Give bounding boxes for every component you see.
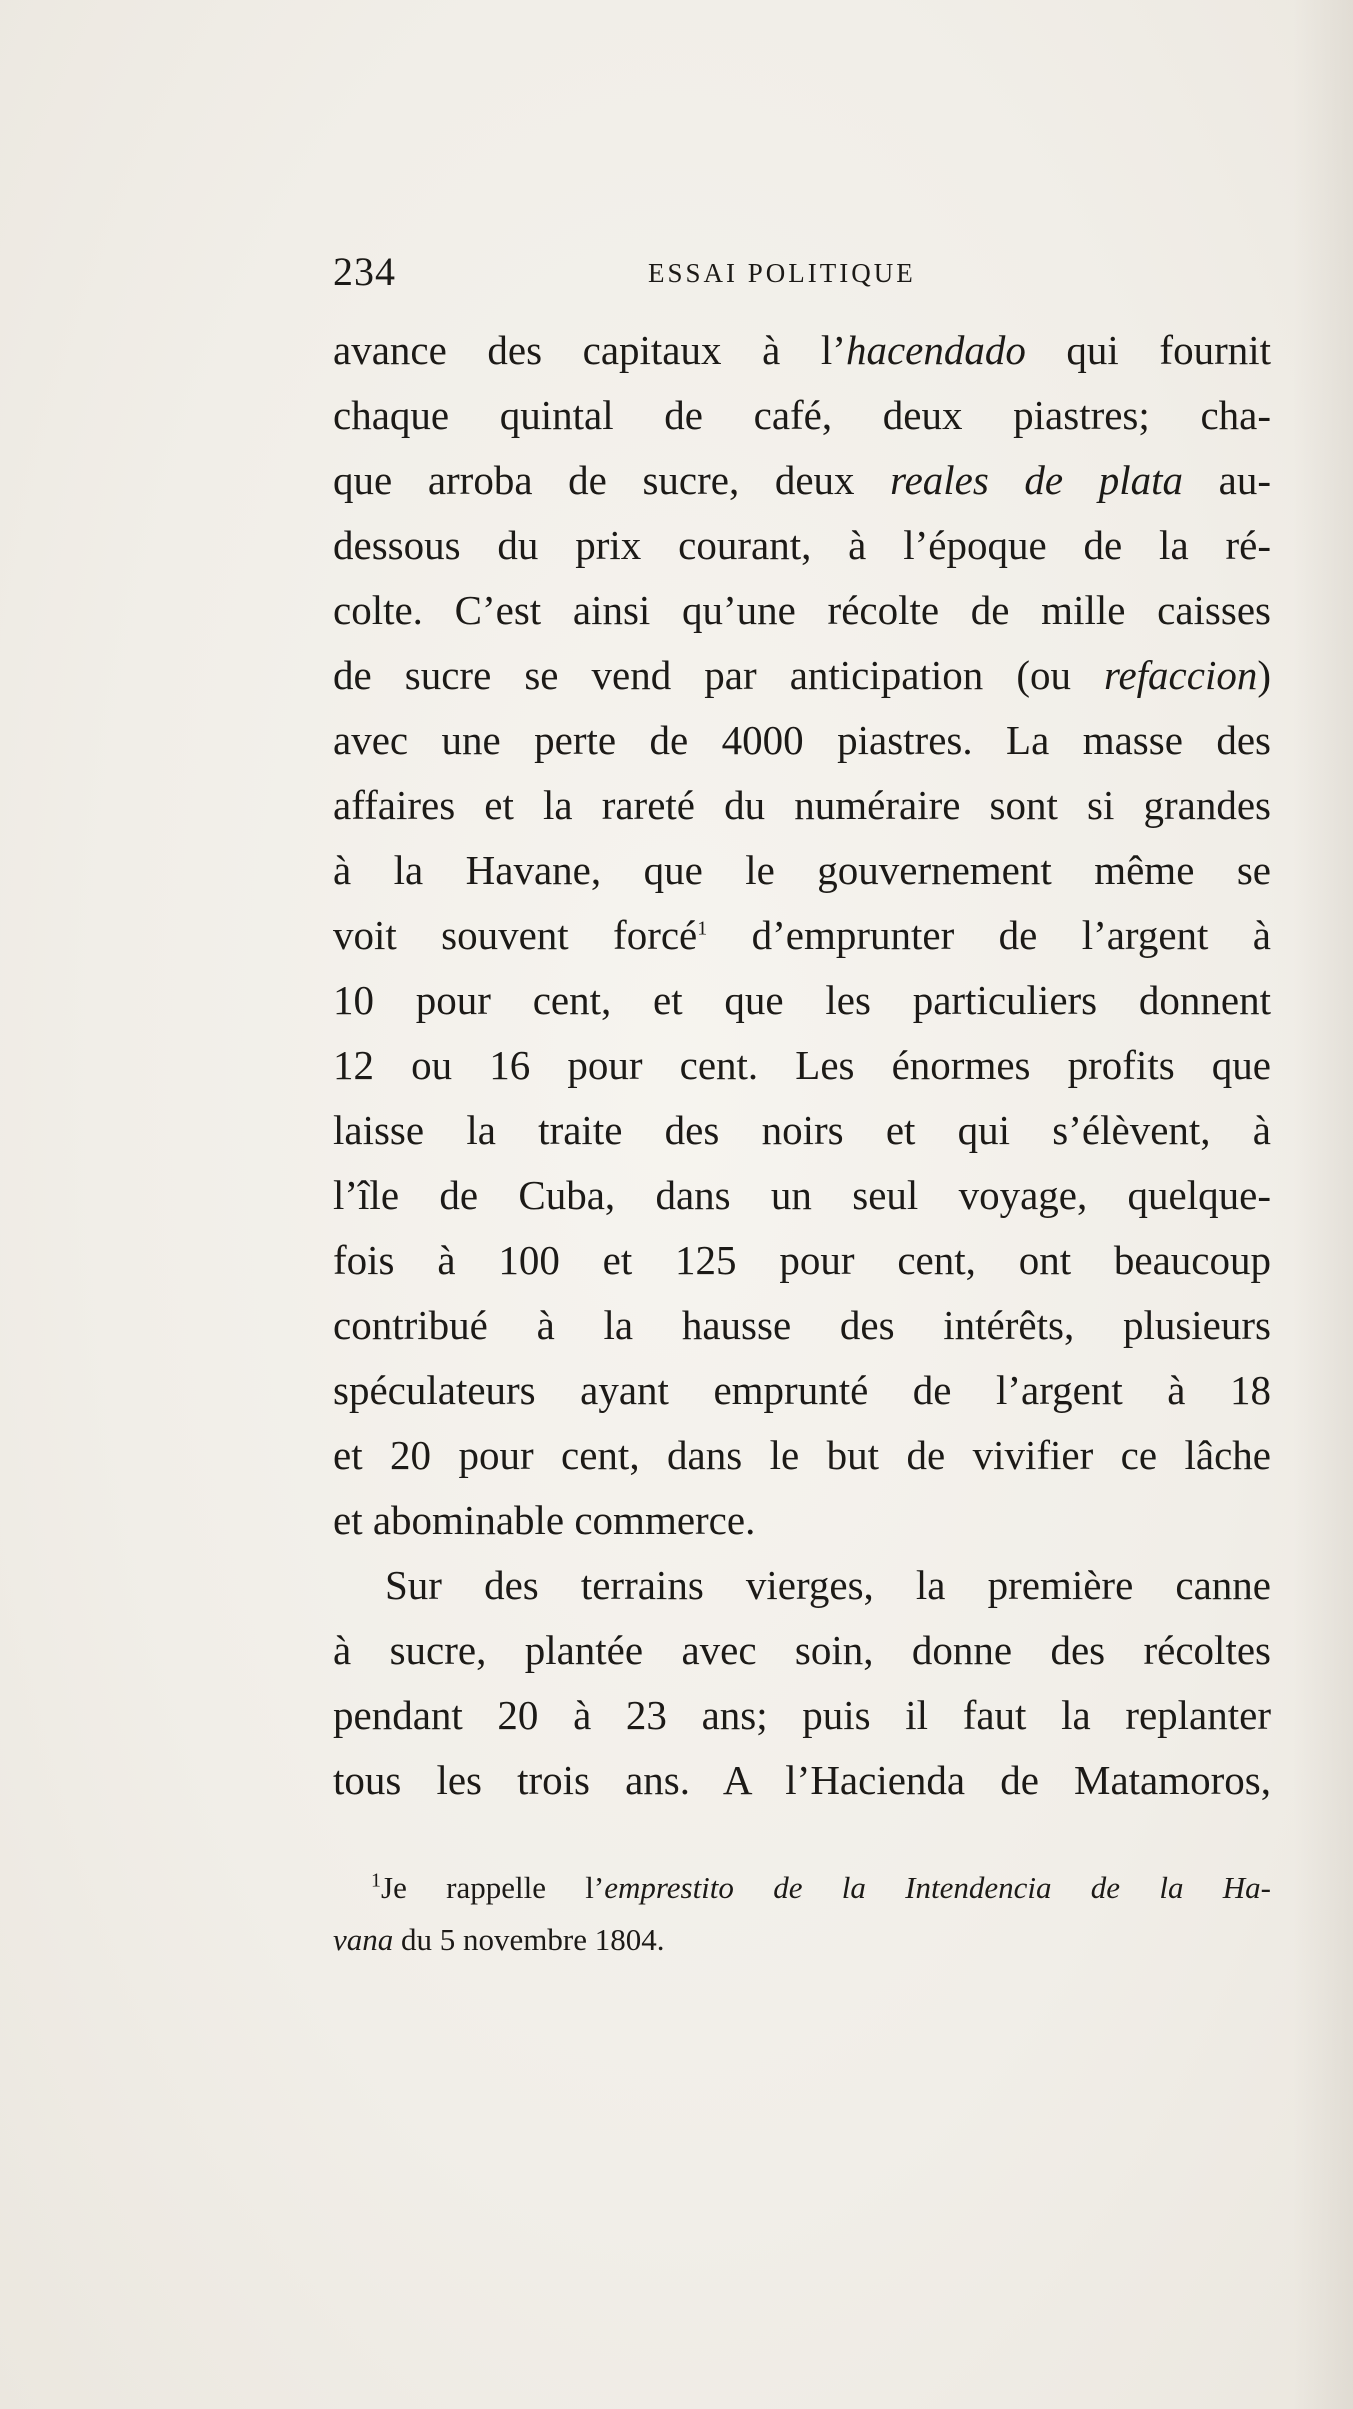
body-text xyxy=(333,318,1271,1813)
text-segment: qui fournit xyxy=(1025,327,1272,373)
text-line-12: 12 ou 16 pour cent. Les énormes profits que xyxy=(333,1042,1271,1088)
footnote-marker: 1 xyxy=(371,1869,381,1892)
text-line-5: colte. C’est ainsi qu’une récolte de mille caisses xyxy=(333,587,1271,633)
text-line-22: pendant 20 à 23 ans; puis il faut la replanter xyxy=(333,1692,1271,1738)
footnote xyxy=(333,1862,1271,1966)
text-line-9: à la Havane, que le gouvernement même se xyxy=(333,847,1271,893)
text-line-7: avec une perte de 4000 piastres. La masse des xyxy=(333,717,1271,763)
text-line-17: spéculateurs ayant emprunté de l’argent à 18 xyxy=(333,1367,1271,1413)
text-line-6 xyxy=(333,643,1271,708)
text-line-23: tous les trois ans. A l’Hacienda de Matamoros, xyxy=(333,1757,1271,1803)
page-number: 234 xyxy=(333,249,396,294)
text-line-20: Sur des terrains vierges, la première canne xyxy=(385,1562,1271,1608)
text-line-19: et abominable commerce. xyxy=(333,1497,756,1543)
text-segment: de sucre se vend par anticipation (ou xyxy=(333,652,1105,698)
footnote-italic: emprestito de la Intendencia de la Ha- xyxy=(604,1870,1271,1905)
footnote-text: du 5 novembre 1804. xyxy=(393,1922,665,1957)
text-line-2: chaque quintal de café, deux piastres; cha- xyxy=(333,392,1271,438)
footnote-reference: 1 xyxy=(697,917,708,940)
text-line-18: et 20 pour cent, dans le but de vivifier ce lâche xyxy=(333,1432,1271,1478)
text-line-1 xyxy=(333,318,1271,383)
page-edge-shadow xyxy=(1293,0,1353,2409)
text-segment: avance des capitaux à l’ xyxy=(333,327,846,373)
text-segment: au- xyxy=(1183,457,1271,503)
text-segment: ) xyxy=(1257,652,1271,698)
text-segment: voit souvent forcé xyxy=(333,912,698,958)
text-segment: que arroba de sucre, deux xyxy=(333,457,891,503)
footnote-text: Je rappelle l’ xyxy=(381,1870,605,1905)
page-header xyxy=(333,248,1273,308)
italic-term-refaccion: refaccion xyxy=(1104,652,1258,698)
text-line-4: dessous du prix courant, à l’époque de la ré- xyxy=(333,522,1271,568)
running-head: ESSAI POLITIQUE xyxy=(648,258,916,288)
text-line-15: fois à 100 et 125 pour cent, ont beaucoup xyxy=(333,1237,1271,1283)
text-line-3 xyxy=(333,448,1271,513)
text-line-10 xyxy=(333,903,1271,968)
text-line-21: à sucre, plantée avec soin, donne des récoltes xyxy=(333,1627,1271,1673)
italic-term-reales: reales de plata xyxy=(890,457,1184,503)
footnote-line-1 xyxy=(333,1862,1271,1914)
text-line-11: 10 pour cent, et que les particuliers donnent xyxy=(333,977,1271,1023)
text-line-14: l’île de Cuba, dans un seul voyage, quelque- xyxy=(333,1172,1271,1218)
text-line-13: laisse la traite des noirs et qui s’élèvent, à xyxy=(333,1107,1271,1153)
italic-term-hacendado: hacendado xyxy=(845,327,1026,373)
footnote-italic: vana xyxy=(333,1922,394,1957)
text-segment: d’emprunter de l’argent à xyxy=(707,912,1272,958)
text-line-8: affaires et la rareté du numéraire sont si grandes xyxy=(333,782,1271,828)
text-line-16: contribué à la hausse des intérêts, plusieurs xyxy=(333,1302,1271,1348)
footnote-line-2 xyxy=(333,1914,1271,1966)
